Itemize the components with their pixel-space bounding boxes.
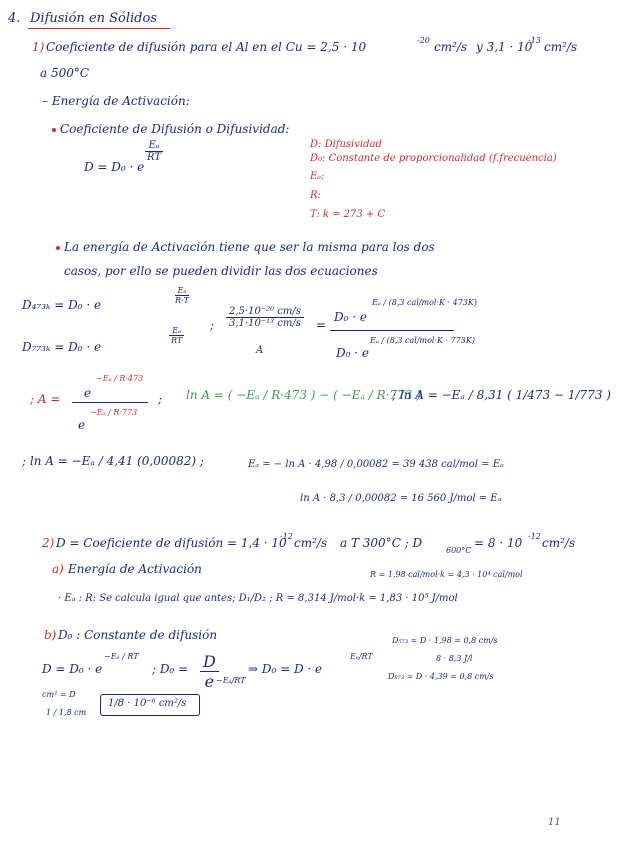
problem-1-exp1: -20	[417, 36, 430, 45]
problem-2-tail-val: = 8 · 10	[474, 536, 523, 550]
part-b-arrow-exp: Eₐ/RT	[350, 652, 373, 661]
part-b-side-2: D₈₇₃ = D · 4,39 = 0,8 cm/s	[388, 672, 494, 681]
part-a-line: · Eₐ : R: Se calcula igual que antes; D₁/D₂ ; R = 8,314 J/mol·k = 1,83 · 10⁵ J/mol	[58, 593, 458, 604]
legend-d: D: Difusividad	[310, 139, 382, 150]
part-b-side-mid: 8 · 8,3 J/l	[436, 654, 473, 663]
problem-2-tail-unit: cm²/s	[542, 536, 576, 550]
a-fraction-bar	[72, 402, 148, 403]
problem-1-text-b: y 3,1 · 10	[476, 40, 533, 54]
big-fraction-den: D₀ · e	[336, 346, 369, 360]
semicolon: ;	[158, 392, 163, 406]
problem-2-exp: -12	[280, 532, 293, 541]
part-a-label: a)	[52, 562, 64, 576]
big-fraction-den-exp: Eₐ / (8,3 cal/mol·K · 773K)	[370, 336, 475, 345]
equation-473k-exp: $\frac{\text{Eₐ}}{R\cdot T}$	[175, 286, 189, 305]
ln-green-expression: ln A = ( −Eₐ / R·473 ) − ( −Eₐ / R·773 )	[186, 388, 421, 402]
part-b-solve-fraction: $\frac{D}{e}$	[200, 652, 219, 691]
formula-lhs: D = D₀ · e	[84, 160, 145, 174]
activation-heading: – Energía de Activación:	[42, 94, 190, 108]
problem-1-temperature: a 500°C	[40, 66, 90, 80]
legend-t: T: k = 273 + C	[310, 209, 386, 220]
equation-773k-exp: $\frac{\text{Eₐ}}{RT}$	[171, 326, 183, 345]
ln-result: ; ln A = −Eₐ / 4,41 (0,00082) ;	[22, 454, 204, 468]
part-b-title: D₀ : Constante de difusión	[58, 628, 218, 642]
problem-2-tail: a T 300°C ; D	[340, 536, 423, 550]
formula-exponent: $\frac{\text{Eₐ}}{RT}$	[147, 140, 162, 163]
part-a-side: R = 1,98 cal/mol·k = 4,3 · 10⁴ cal/mol	[370, 570, 523, 579]
ea-calculation: Eₐ = − ln A · 4,98 / 0,00082 = 39 438 cal/mol = Eₐ	[248, 459, 504, 470]
equation-773k: D₇₇₃ₖ = D₀ · e	[22, 340, 102, 354]
page-title: Difusión en Sólidos	[30, 11, 157, 26]
bullet-icon	[56, 246, 60, 250]
part-b-side-1: D₅₇₃ = D · 1,98 = 0,8 cm/s	[392, 636, 498, 645]
part-b-formula-exp: −Eₐ / RT	[104, 652, 139, 661]
part-a-title: Energía de Activación	[68, 562, 202, 576]
part-b-solve-lhs: ; D₀ =	[152, 662, 189, 676]
equals-sign: =	[316, 318, 327, 332]
semicolon: ;	[210, 318, 215, 332]
bullet-icon	[52, 128, 56, 132]
problem-2-tail-sub: 600°C	[446, 546, 472, 555]
problem-1-number: 1)	[32, 40, 45, 54]
big-fraction-num: D₀ · e	[334, 310, 367, 324]
legend-r: R:	[310, 190, 321, 201]
a-equation-num: e	[84, 386, 92, 400]
explanation-line-2: casos, por ello se pueden dividir las dos ecuaciones	[64, 264, 378, 278]
part-b-label: b)	[44, 628, 57, 642]
ratio-a: A	[256, 345, 264, 356]
boxed-answer: 1/8 · 10⁻⁶ cm²/s	[108, 698, 187, 709]
coef-heading: Coeficiente de Difusión o Difusividad:	[60, 122, 290, 136]
part-b-formula: D = D₀ · e	[42, 662, 103, 676]
problem-2-text: D = Coeficiente de difusión = 1,4 · 10	[56, 536, 287, 550]
equation-473k: D₄₇₃ₖ = D₀ · e	[22, 298, 102, 312]
problem-1-unit2: cm²/s	[544, 40, 578, 54]
problem-2-number: 2)	[42, 536, 55, 550]
ratio-fraction: $\frac{\text{2,5·10⁻²⁰ cm/s}}{\text{3,1·10⁻¹³ cm/s}}$	[226, 306, 304, 329]
section-number: 4.	[8, 11, 21, 26]
ea-calculation-2: ln A · 8,3 / 0,00082 = 16 560 J/mol = Eₐ	[300, 493, 502, 504]
title-underline	[28, 28, 170, 29]
problem-1-unit1: cm²/s	[434, 40, 468, 54]
a-equation-num-exp: −Eₐ / R·473	[96, 374, 144, 383]
a-equation-den: e	[78, 418, 86, 432]
ln-blue-expression: ; ln A = −Eₐ / 8,31 ( 1/473 − 1/773 )	[392, 388, 611, 402]
problem-1-text: Coeficiente de difusión para el Al en el Cu = 2,5 · 10	[46, 40, 367, 54]
legend-d0: D₀: Constante de proporcionalidad (f.frecuencia)	[310, 153, 557, 164]
explanation-line-1: La energía de Activación tiene que ser la misma para los dos	[64, 240, 435, 254]
big-fraction-num-exp: Eₐ / (8,3 cal/mol·K · 473K)	[372, 298, 477, 307]
legend-ea: Eₐ:	[310, 171, 325, 182]
part-b-arrow: ⇒ D₀ = D · e	[248, 662, 323, 676]
problem-2-unit: cm²/s	[294, 536, 328, 550]
problem-1-exp2: -13	[528, 36, 541, 45]
a-equation-den-exp: −Eₐ / R·773	[90, 408, 138, 417]
small-note-1: cm² = D	[42, 690, 76, 699]
problem-2-tail-exp: -12	[528, 532, 541, 541]
a-equation-lhs: ; A =	[30, 392, 61, 406]
page-number: 11	[548, 817, 561, 828]
small-note-2: 1 / 1,8 cm	[46, 708, 87, 717]
big-fraction-bar	[330, 330, 454, 331]
part-b-solve-den-exp: −Eₐ/RT	[216, 676, 246, 685]
